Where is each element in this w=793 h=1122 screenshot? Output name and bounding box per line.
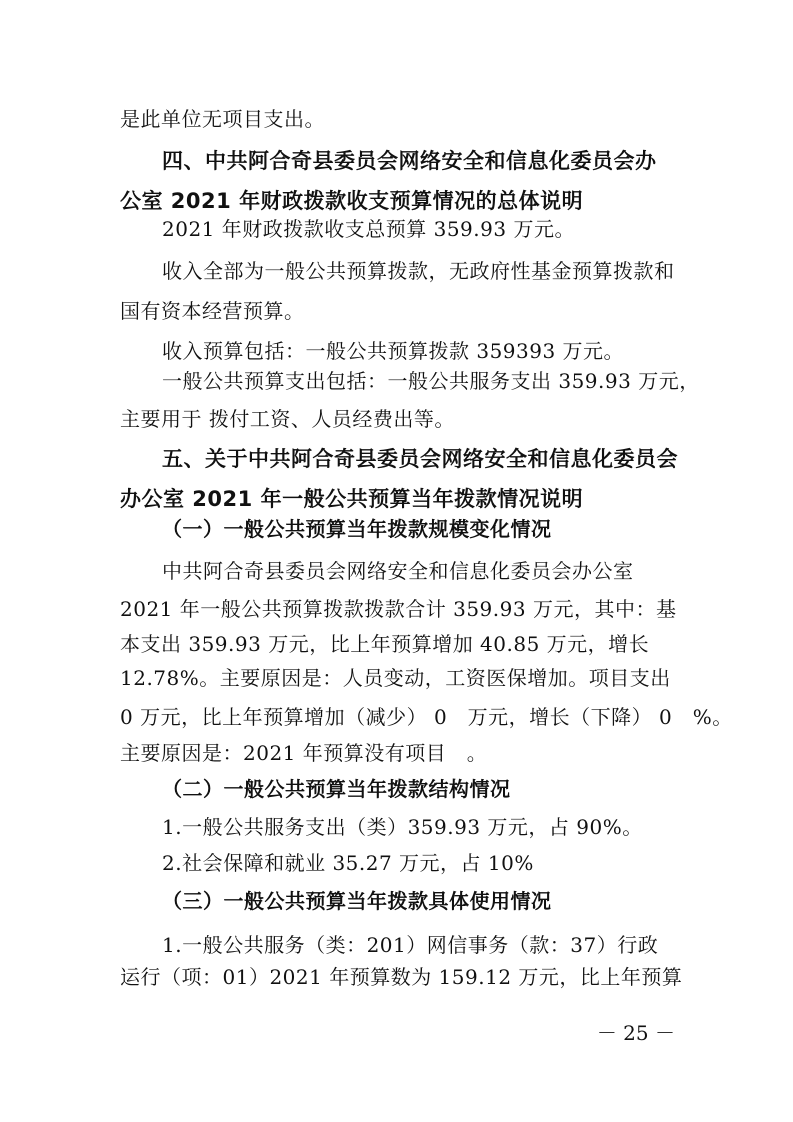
body-text-line: 是此单位无项目支出。	[120, 107, 325, 131]
body-text-line: 2.社会保障和就业 35.27 万元，占 10%	[162, 851, 534, 875]
subsection-heading: （二）一般公共预算当年拨款结构情况	[162, 777, 511, 801]
body-text-line: 国有资本经营预算。	[120, 299, 305, 323]
section-heading: 四、中共阿合奇县委员会网络安全和信息化委员会办	[162, 149, 657, 173]
body-text-line: 主要用于 拨付工资、人员经费出等。	[120, 407, 455, 431]
body-text-line: 一般公共预算支出包括：一般公共服务支出 359.93 万元，	[162, 369, 700, 393]
body-text-line: 2021 年财政拨款收支总预算 359.93 万元。	[162, 217, 575, 241]
body-text-line: 中共阿合奇县委员会网络安全和信息化委员会办公室	[162, 559, 634, 583]
body-text-line: 12.78%。主要原因是：人员变动，工资医保增加。项目支出	[120, 666, 671, 690]
page-number: － 25 －	[596, 1021, 675, 1045]
section-heading: 办公室 2021 年一般公共预算当年拨款情况说明	[120, 487, 584, 511]
body-text-line: 1.一般公共服务（类：201）网信事务（款：37）行政	[162, 933, 659, 957]
subsection-heading: （一）一般公共预算当年拨款规模变化情况	[162, 517, 552, 541]
body-text-line: 本支出 359.93 万元，比上年预算增加 40.85 万元，增长	[120, 632, 650, 656]
body-text-line: 0 万元，比上年预算增加（减少） 0 万元，增长（下降） 0 %。	[120, 705, 733, 729]
body-text-line: 收入预算包括：一般公共预算拨款 359393 万元。	[162, 339, 625, 363]
body-text-line: 收入全部为一般公共预算拨款，无政府性基金预算拨款和	[162, 259, 675, 283]
section-heading: 五、关于中共阿合奇县委员会网络安全和信息化委员会	[162, 447, 678, 471]
subsection-heading: （三）一般公共预算当年拨款具体使用情况	[162, 889, 552, 913]
body-text-line: 2021 年一般公共预算拨款拨款合计 359.93 万元，其中：基	[120, 597, 677, 621]
body-text-line: 主要原因是：2021 年预算没有项目 。	[120, 741, 488, 765]
section-heading: 公室 2021 年财政拨款收支预算情况的总体说明	[120, 189, 584, 213]
body-text-line: 1.一般公共服务支出（类）359.93 万元，占 90%。	[162, 815, 643, 839]
body-text-line: 运行（项：01）2021 年预算数为 159.12 万元，比上年预算	[120, 965, 683, 989]
